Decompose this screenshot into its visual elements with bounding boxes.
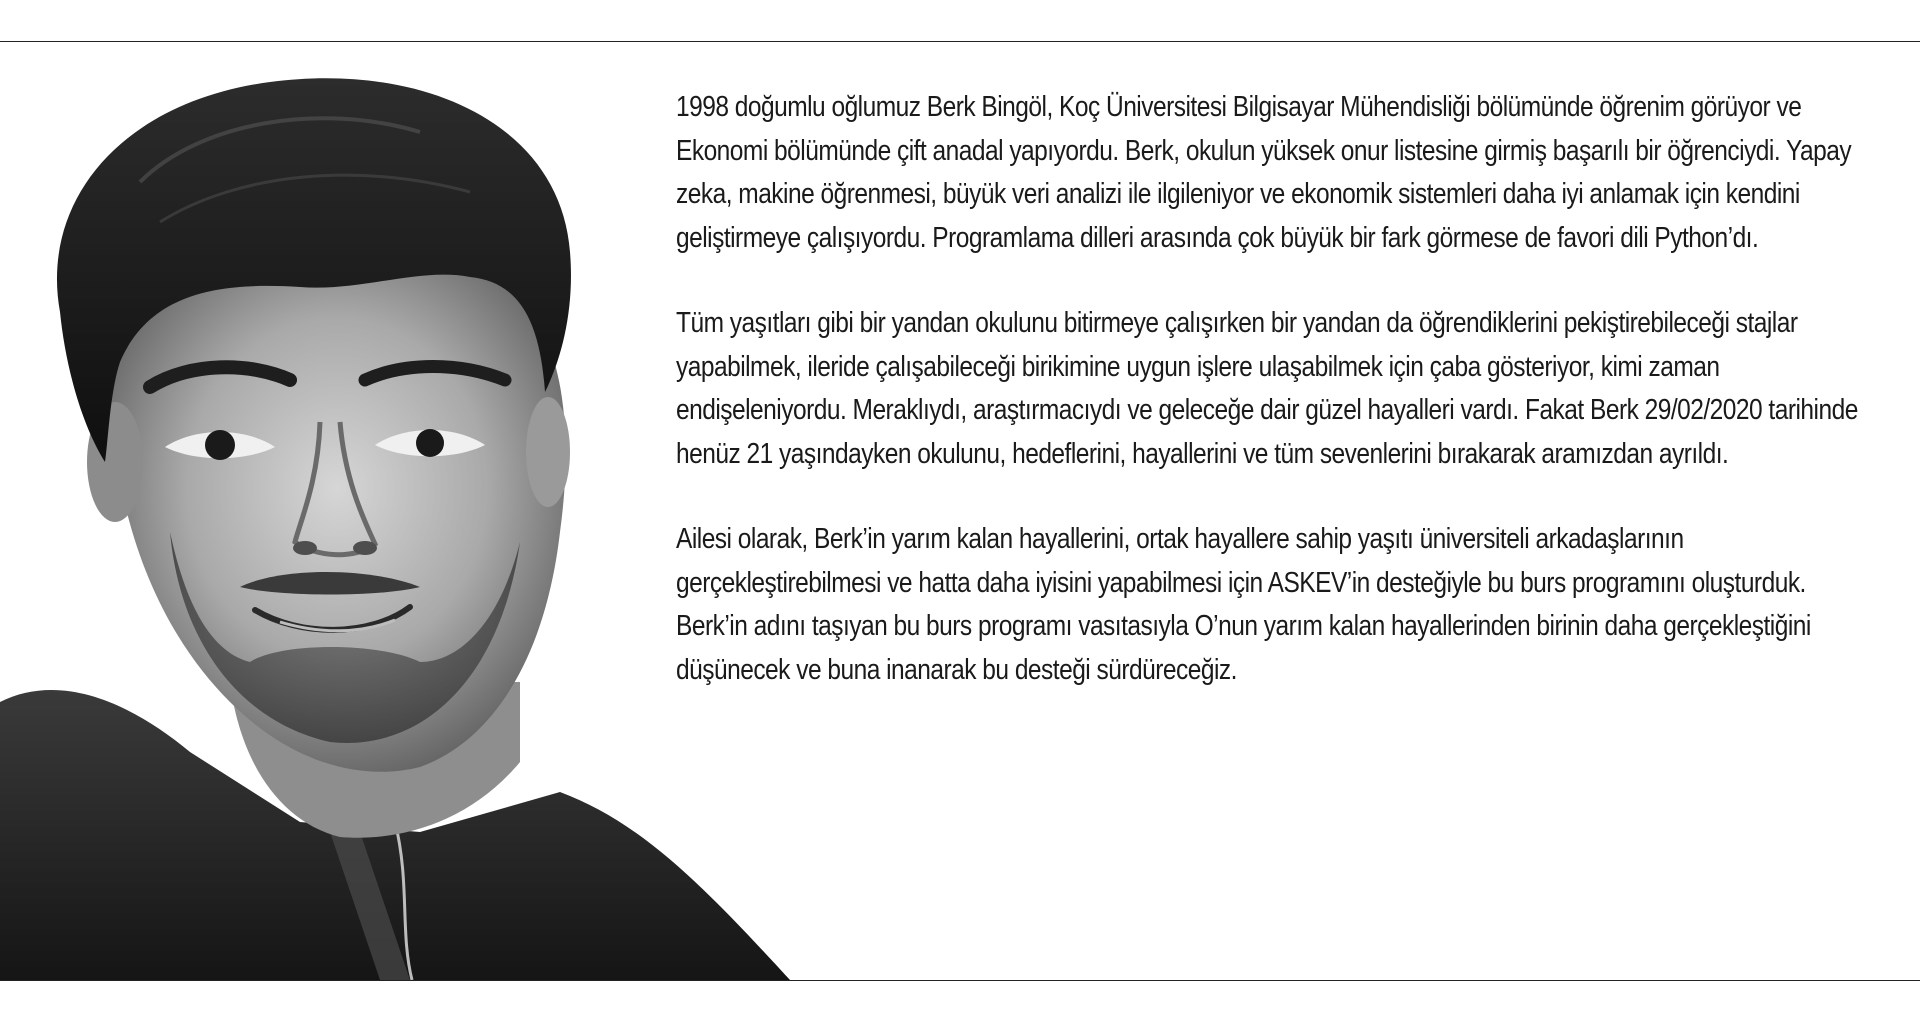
biography-text bbox=[676, 86, 1866, 734]
bio-paragraph-3: Ailesi olarak, Berk’in yarım kalan hayallerini, ortak hayallere sahip yaşıtı üniversiteli arkadaşlarının gerçekleştirebilmesi ve hatta daha iyisini yapabilmesi için ASKEV’in desteğiyle bu burs programını oluşturduk. Berk’in adını taşıyan bu burs programı vasıtasıyla O’nun yarım kalan hayallerinden birinin daha gerçekleştiğini düşünecek ve buna inanarak bu desteği sürdüreceğiz. bbox=[676, 523, 1811, 686]
bottom-divider bbox=[0, 980, 1920, 981]
bio-paragraph-1: 1998 doğumlu oğlumuz Berk Bingöl, Koç Üniversitesi Bilgisayar Mühendisliği bölümünde öğrenim görüyor ve Ekonomi bölümünde çift anadal yapıyordu. Berk, okulun yüksek onur listesine girmiş başarılı bir öğrenciydi. Yapay zeka, makine öğrenmesi, büyük veri analizi ile ilgileniyor ve ekonomik sistemleri daha iyi anlamak için kendini geliştirmeye çalışıyordu. Programlama dilleri arasında çok büyük bir fark görmese de favori dili Python’dı. bbox=[676, 91, 1852, 254]
bio-paragraph-2: Tüm yaşıtları gibi bir yandan okulunu bitirmeye çalışırken bir yandan da öğrendiklerini pekiştirebileceği stajlar yapabilmek, ileride çalışabileceği birikimine uygun işlere ulaşabilmek için çaba gösteriyor, kimi zaman endişeleniyordu. Meraklıydı, araştırmacıydı ve geleceğe dair güzel hayalleri vardı. Fakat Berk 29/02/2020 tarihinde henüz 21 yaşındayken okulunu, hedeflerini, hayallerini ve tüm sevenlerini bırakarak aramızdan ayrıldı. bbox=[676, 307, 1858, 470]
top-divider bbox=[0, 41, 1920, 42]
